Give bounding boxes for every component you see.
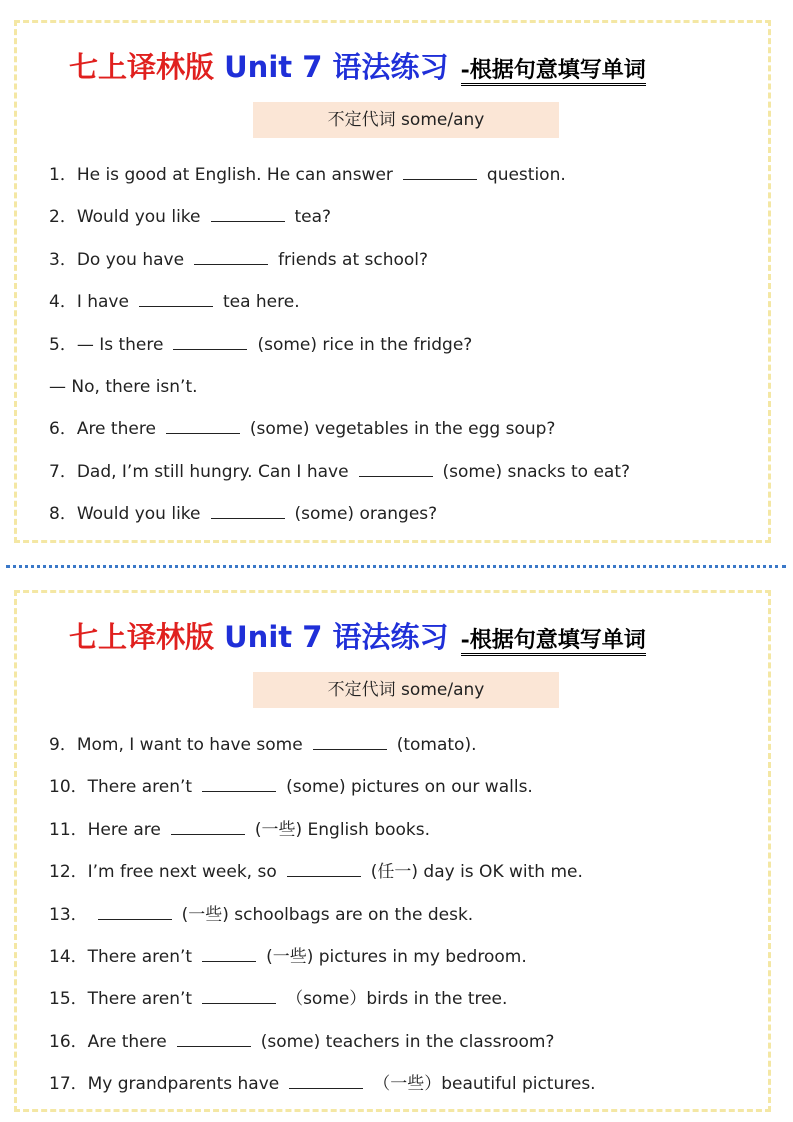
question-text-after: (一些) schoolbags are on the desk. [181,904,474,925]
question-item [49,1021,596,1063]
question-text-after: （some）birds in the tree. [286,989,508,1010]
answer-blank[interactable] [139,294,213,307]
answer-blank[interactable] [202,949,256,962]
question-text-after: (tomato). [396,735,477,755]
question-item [49,724,596,766]
question-text-after: (some) pictures on our walls. [286,777,533,798]
worksheet-card-bottom [14,590,771,1112]
question-text: 15．There aren’t [49,989,193,1010]
answer-blank[interactable] [98,907,172,920]
question-item [49,766,596,808]
question-item [49,978,596,1020]
answer-blank[interactable] [166,421,240,434]
worksheet-title [69,615,646,656]
question-item [49,324,630,366]
question-item [49,851,596,893]
answer-blank[interactable] [202,779,276,792]
question-text: 6．Are there [49,419,156,440]
answer-blank[interactable] [202,991,276,1004]
section-divider [6,565,786,568]
question-text: 1．He is good at English. He can answer [49,165,393,185]
question-text-after: (一些) pictures in my bedroom. [266,946,527,967]
question-text: 8．Would you like [49,504,201,525]
question-text-after: tea? [294,207,332,228]
question-item [49,281,630,323]
question-item [49,366,630,408]
question-text-after: tea here. [222,292,300,313]
answer-blank[interactable] [359,464,433,477]
answer-blank[interactable] [171,822,245,835]
title-series: 七上译林版 [69,50,215,84]
worksheet-card-top [14,20,771,543]
question-item [49,239,630,281]
question-text: 3．Do you have [49,249,185,270]
question-list-2 [49,724,596,1106]
answer-blank[interactable] [173,337,247,350]
question-text-after: friends at school? [278,249,429,270]
question-text: 17．My grandparents have [49,1074,280,1095]
question-text: 13． [49,904,88,925]
question-item [49,408,630,450]
question-text: 7．Dad, I’m still hungry. Can I have [49,461,349,482]
answer-blank[interactable] [177,1034,251,1047]
title-instruction: -根据句意填写单词 [461,627,646,656]
question-text-after: (some) teachers in the classroom? [260,1031,555,1052]
question-text-after: (some) snacks to eat? [442,461,631,482]
answer-blank[interactable] [289,1076,363,1089]
question-text: 9．Mom, I want to have some [49,735,303,755]
question-text-after: (some) vegetables in the egg soup? [249,419,556,440]
answer-blank[interactable] [211,506,285,519]
answer-blank[interactable] [313,737,387,750]
answer-blank[interactable] [403,167,477,180]
question-text: 2．Would you like [49,207,201,228]
question-text: 11．Here are [49,819,161,840]
question-list-1 [49,154,630,536]
question-item [49,809,596,851]
question-item [49,451,630,493]
question-text: 4．I have [49,292,129,313]
question-item [49,493,630,535]
question-text: 14．There aren’t [49,946,193,967]
answer-blank[interactable] [194,252,268,265]
question-text-after: (some) oranges? [294,504,438,525]
answer-blank[interactable] [211,209,285,222]
title-instruction: -根据句意填写单词 [461,57,646,86]
question-item [49,1063,596,1105]
question-text-after: (some) rice in the fridge? [257,334,473,355]
question-text: 5．— Is there [49,334,164,355]
answer-blank[interactable] [287,864,361,877]
question-text-after: question. [486,165,566,185]
question-item [49,894,596,936]
question-text-after: (任一) day is OK with me. [370,862,583,883]
title-series: 七上译林版 [69,620,215,654]
question-text: 12．I’m free next week, so [49,862,277,883]
question-item [49,154,630,196]
title-unit: Unit 7 语法练习 [224,620,449,654]
question-text: 10．There aren’t [49,777,193,798]
topic-banner: 不定代词 some/any [253,672,559,708]
question-item [49,936,596,978]
topic-banner: 不定代词 some/any [253,102,559,138]
worksheet-title [69,45,646,86]
question-item [49,196,630,238]
title-unit: Unit 7 语法练习 [224,50,449,84]
question-text-after: （一些）beautiful pictures. [373,1074,596,1095]
question-text: 16．Are there [49,1031,167,1052]
question-text-after: (一些) English books. [254,819,431,840]
question-text: — No, there isn’t. [49,376,198,397]
